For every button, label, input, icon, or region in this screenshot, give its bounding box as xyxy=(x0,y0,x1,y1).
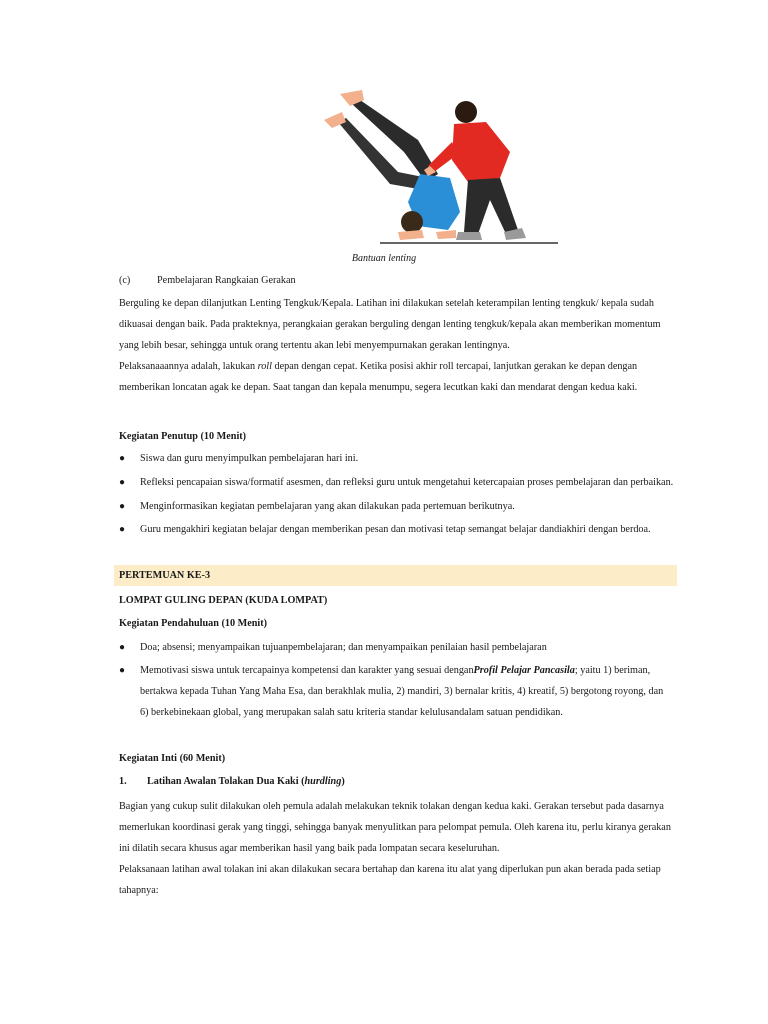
text-segment: ) xyxy=(341,776,345,787)
text-segment: ; yaitu 1) beriman, xyxy=(574,665,651,676)
bullet-icon: ● xyxy=(119,665,126,676)
pertemuan-subheading: LOMPAT GULING DEPAN (KUDA LOMPAT) xyxy=(119,595,328,606)
list-item-text xyxy=(140,660,650,681)
paragraph-line: tahapnya: xyxy=(119,885,159,896)
list-item-text: Doa; absensi; menyampaikan tujuanpembelajaran; dan menyampaikan penilaian hasil pembelajaran xyxy=(140,642,547,653)
penutup-heading: Kegiatan Penutup (10 Menit) xyxy=(119,431,247,442)
text-segment: Pelaksanaaannya adalah, lakukan xyxy=(119,361,258,372)
italic-term: roll xyxy=(257,361,272,372)
bullet-icon: ● xyxy=(119,524,126,535)
pertemuan-heading: PERTEMUAN KE-3 xyxy=(119,570,211,581)
list-item-text: Siswa dan guru menyimpulkan pembelajaran hari ini. xyxy=(140,453,359,464)
emphasis-term: Profil Pelajar Pancasila xyxy=(473,665,575,676)
section-c-title: Pembelajaran Rangkaian Gerakan xyxy=(157,275,296,286)
inti-heading: Kegiatan Inti (60 Menit) xyxy=(119,753,226,764)
section-c-heading xyxy=(119,270,296,291)
paragraph-line: yang lebih besar, sehingga untuk orang tertentu akan lebi menyempurnakan gerakan lentingnya. xyxy=(119,340,510,351)
list-item-text: Menginformasikan kegiatan pembelajaran yang akan dilakukan pada pertemuan berikutnya. xyxy=(140,501,515,512)
paragraph-line: memerlukan koordinasi gerak yang tinggi, sehingga banyak menyulitkan para pelompat pemula. Oleh karena itu, perlu kiranya gerakan xyxy=(119,822,671,833)
italic-term: hurdling xyxy=(304,776,342,787)
text-segment: Latihan Awalan Tolakan Dua Kaki ( xyxy=(147,776,305,787)
inti-paragraph-1 xyxy=(119,796,679,859)
paragraph-line: Berguling ke depan dilanjutkan Lenting Tengkuk/Kepala. Latihan ini dilakukan setelah keterampilan lenting tengkuk/ kepala sudah xyxy=(119,298,655,309)
bullet-icon: ● xyxy=(119,477,126,488)
section-c-paragraph-2 xyxy=(119,356,679,398)
paragraph-line: memberikan loncatan agak ke depan. Saat tangan dan kepala menumpu, segera lecutkan kaki dan mendarat dengan kedua kaki. xyxy=(119,382,638,393)
paragraph-line xyxy=(119,356,679,377)
paragraph-line: Pelaksanaan latihan awal tolakan ini akan dilakukan secara bertahap dan karena itu alat yang diperlukan pun akan berada pada setiap xyxy=(119,864,661,875)
bullet-icon: ● xyxy=(119,501,126,512)
list-item-continuation: bertakwa kepada Tuhan Yang Maha Esa, dan berakhlak mulia, 2) mandiri, 3) bernalar kritis, 4) kreatif, 5) bergotong royong, dan xyxy=(140,686,664,697)
text-segment: depan dengan cepat. Ketika posisi akhir roll tercapai, lanjutkan gerakan ke depan dengan xyxy=(271,361,638,372)
inti-subsection-title xyxy=(119,771,345,792)
paragraph-line: dikuasai dengan baik. Pada prakteknya, perangkaian gerakan berguling dengan lenting tengkuk/kepala akan memberikan momentum xyxy=(119,319,661,330)
list-item-text: Guru mengakhiri kegiatan belajar dengan memberikan pesan dan motivasi tetap semangat belajar dandiakhiri dengan berdoa. xyxy=(140,524,651,535)
list-item-continuation: 6) berkebinekaan global, yang merupakan salah satu kriteria standar kelulusandalam satuan pendidikan. xyxy=(140,707,563,718)
text-segment: Memotivasi siswa untuk tercapainya kompetensi dan karakter yang sesuai dengan xyxy=(140,665,474,676)
pendahuluan-heading: Kegiatan Pendahuluan (10 Menit) xyxy=(119,618,268,629)
inti-paragraph-2 xyxy=(119,859,679,901)
section-c-label: (c) xyxy=(119,275,131,286)
bullet-icon: ● xyxy=(119,642,126,653)
paragraph-line: ini dilatih secara khusus agar memberikan hasil yang baik pada lompatan secara keseluruhan. xyxy=(119,843,500,854)
list-item-text: Refleksi pencapaian siswa/formatif asesmen, dan refleksi guru untuk mengetahui ketercapaian proses pembelajaran dan perbaikan. xyxy=(140,477,674,488)
headspring-assist-illustration xyxy=(300,82,570,250)
bullet-icon: ● xyxy=(119,453,126,464)
section-c-paragraph-1 xyxy=(119,293,679,356)
figure-caption: Bantuan lenting xyxy=(351,253,417,264)
subsection-number: 1. xyxy=(119,776,127,787)
paragraph-line: Bagian yang cukup sulit dilakukan oleh pemula adalah melakukan teknik tolakan dengan kedua kaki. Gerakan tersebut pada dasarnya xyxy=(119,801,664,812)
